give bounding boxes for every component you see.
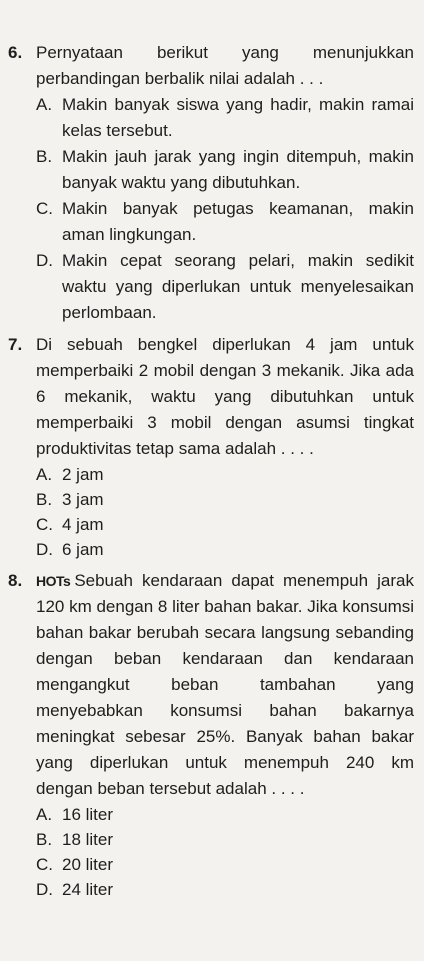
option-letter: D. <box>36 251 53 270</box>
option-b[interactable] <box>36 487 414 512</box>
option-letter: D. <box>36 540 53 559</box>
option-d[interactable] <box>36 248 414 326</box>
question-number: 7. <box>8 335 23 354</box>
option-text: 6 jam <box>62 540 104 559</box>
question-8 <box>8 568 414 902</box>
option-b[interactable] <box>36 827 414 852</box>
option-letter: A. <box>36 465 53 484</box>
option-c[interactable] <box>36 196 414 248</box>
question-number: 8. <box>8 571 23 590</box>
option-letter: A. <box>36 95 53 114</box>
option-text: Makin banyak siswa yang hadir, makin ramai kelas tersebut. <box>62 95 414 140</box>
question-number: 6. <box>8 43 23 62</box>
answer-options <box>36 92 414 326</box>
option-letter: A. <box>36 805 53 824</box>
option-a[interactable] <box>36 462 414 487</box>
question-7 <box>8 332 414 562</box>
option-c[interactable] <box>36 852 414 877</box>
question-text: Pernyataan berikut yang menunjukkan perbandingan berbalik nilai adalah . . . <box>36 43 414 88</box>
option-text: 20 liter <box>62 855 114 874</box>
option-text: Makin jauh jarak yang ingin ditempuh, makin banyak waktu yang dibutuhkan. <box>62 147 414 192</box>
question-text: Di sebuah bengkel diperlukan 4 jam untuk memperbaiki 2 mobil dengan 3 mekanik. Jika ada 6 mekanik, waktu yang dibutuhkan untuk memperbaiki 3 mobil dengan asumsi tingkat produktivitas tetap sama adalah . . . . <box>36 335 414 458</box>
option-text: 3 jam <box>62 490 104 509</box>
option-letter: C. <box>36 199 53 218</box>
option-letter: C. <box>36 855 53 874</box>
option-text: Makin banyak petugas keamanan, makin aman lingkungan. <box>62 199 414 244</box>
option-text: Makin cepat seorang pelari, makin sedikit waktu yang diperlukan untuk menyelesaikan perlombaan. <box>62 251 414 322</box>
question-6 <box>8 40 414 326</box>
answer-options <box>36 802 414 902</box>
question-body: Sebuah kendaraan dapat menempuh jarak 120 km dengan 8 liter bahan bakar. Jika konsumsi bahan bakar berubah secara langsung sebanding dengan beban kendaraan dan kendaraan mengangkut beban tambahan yang menyebabkan konsumsi bahan bakarnya meningkat sebesar 25%. Banyak bahan bakar yang diperlukan untuk menempuh 240 km dengan beban tersebut adalah . . . . <box>36 571 415 798</box>
option-d[interactable] <box>36 537 414 562</box>
option-text: 16 liter <box>62 805 114 824</box>
option-d[interactable] <box>36 877 414 902</box>
option-a[interactable] <box>36 92 414 144</box>
option-c[interactable] <box>36 512 414 537</box>
answer-options <box>36 462 414 562</box>
option-letter: B. <box>36 830 53 849</box>
option-a[interactable] <box>36 802 414 827</box>
option-text: 18 liter <box>62 830 114 849</box>
option-letter: B. <box>36 490 53 509</box>
hots-badge: HOTs <box>36 573 71 589</box>
question-text <box>36 568 414 802</box>
option-text: 24 liter <box>62 880 114 899</box>
option-letter: B. <box>36 147 53 166</box>
option-text: 4 jam <box>62 515 104 534</box>
option-text: 2 jam <box>62 465 104 484</box>
option-b[interactable] <box>36 144 414 196</box>
option-letter: D. <box>36 880 53 899</box>
option-letter: C. <box>36 515 53 534</box>
